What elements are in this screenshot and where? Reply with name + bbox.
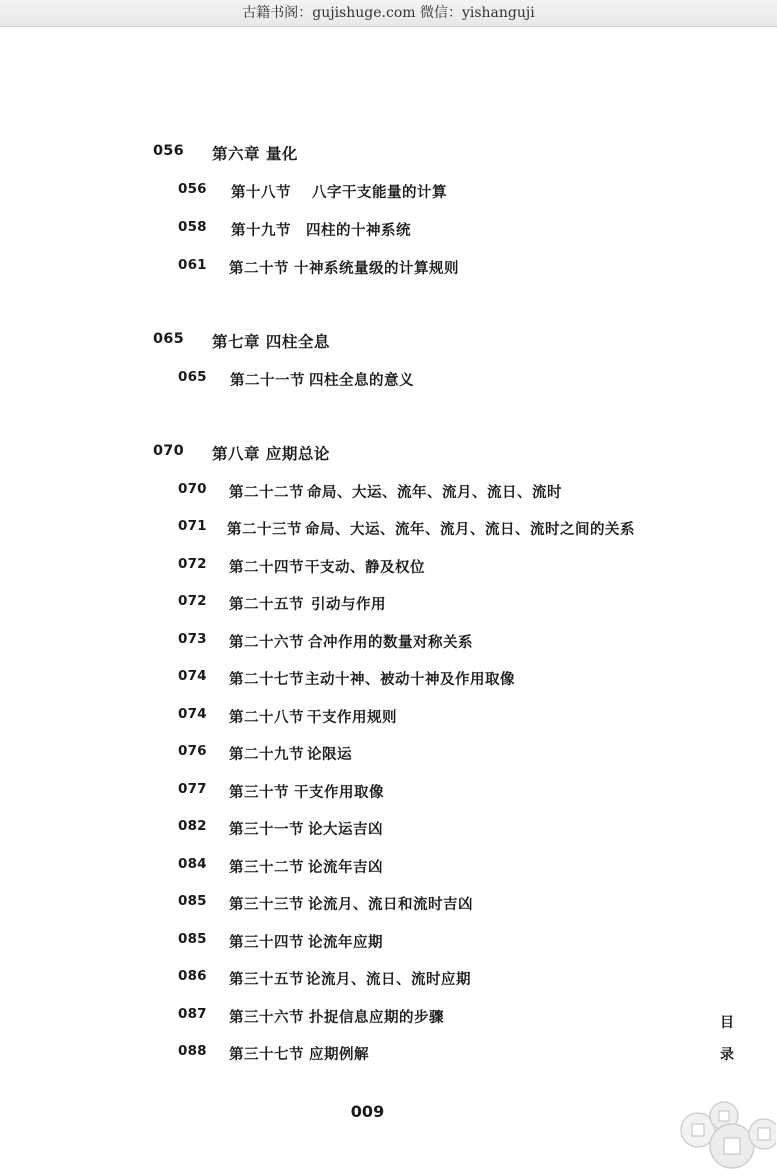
entry-label: 第三十一节 xyxy=(229,822,304,838)
entry-title: 八字干支能量的计算 xyxy=(312,185,447,201)
entry-label: 第十八节 xyxy=(231,185,291,201)
entry-label: 第三十六节 xyxy=(229,1010,304,1026)
entry-label: 第二十三节 xyxy=(227,522,302,538)
entry-page: 070 xyxy=(178,481,207,497)
entry-title: 干支作用取像 xyxy=(294,785,384,801)
entry-page: 073 xyxy=(178,631,207,647)
entry-page: 065 xyxy=(178,369,207,385)
entry-page: 072 xyxy=(178,556,207,572)
entry-label: 第二十六节 xyxy=(229,635,304,651)
entry-label: 第三十二节 xyxy=(229,860,304,876)
chapter-title: 第七章 四柱全息 xyxy=(212,333,330,351)
entry-title: 论流年吉凶 xyxy=(308,860,383,876)
entry-title: 应期例解 xyxy=(309,1047,369,1063)
entry-label: 第二十一节 xyxy=(230,373,305,389)
entry-label: 第三十三节 xyxy=(229,897,304,913)
entry-title: 论流月、流日、流时应期 xyxy=(306,972,471,988)
entry-label: 第三十七节 xyxy=(229,1047,304,1063)
entry-label: 第二十二节 xyxy=(229,485,304,501)
entry-title: 引动与作用 xyxy=(311,597,386,613)
entry-title: 论流年应期 xyxy=(308,935,383,951)
chapter-title: 第八章 应期总论 xyxy=(212,445,330,463)
entry-title: 十神系统量级的计算规则 xyxy=(294,261,459,277)
side-label-mu: 目 xyxy=(720,1015,734,1031)
page-number: 009 xyxy=(350,1102,385,1121)
entry-title: 四柱全息的意义 xyxy=(309,373,414,389)
entry-title: 论限运 xyxy=(307,747,352,763)
chapter-title: 第六章 量化 xyxy=(212,145,298,163)
entry-page: 058 xyxy=(178,219,207,235)
entry-label: 第二十八节 xyxy=(229,710,304,726)
entry-page: 072 xyxy=(178,593,207,609)
entry-page: 085 xyxy=(178,931,207,947)
entry-title: 论大运吉凶 xyxy=(308,822,383,838)
entry-title: 主动十神、被动十神及作用取像 xyxy=(305,672,515,688)
entry-title: 扑捉信息应期的步骤 xyxy=(309,1010,444,1026)
entry-label: 第三十四节 xyxy=(229,935,304,951)
chapter-page: 065 xyxy=(153,331,184,347)
entry-page: 088 xyxy=(178,1043,207,1059)
entry-title: 合冲作用的数量对称关系 xyxy=(308,635,473,651)
coins-decoration-icon xyxy=(676,1090,776,1169)
entry-page: 056 xyxy=(178,181,207,197)
entry-label: 第二十九节 xyxy=(229,747,304,763)
entry-label: 第三十节 xyxy=(229,785,289,801)
entry-label: 第三十五节 xyxy=(229,972,304,988)
entry-page: 084 xyxy=(178,856,207,872)
entry-title: 命局、大运、流年、流月、流日、流时 xyxy=(307,485,562,501)
chapter-page: 070 xyxy=(153,443,184,459)
entry-page: 077 xyxy=(178,781,207,797)
entry-title: 四柱的十神系统 xyxy=(306,223,411,239)
chapter-page: 056 xyxy=(153,143,184,159)
watermark-text: 古籍书阁：gujishuge.com 微信：yishanguji xyxy=(242,5,535,21)
entry-page: 076 xyxy=(178,743,207,759)
entry-page: 061 xyxy=(178,257,207,273)
entry-title: 命局、大运、流年、流月、流日、流时之间的关系 xyxy=(305,522,635,538)
watermark-bar xyxy=(0,0,777,27)
entry-label: 第二十四节 xyxy=(229,560,304,576)
entry-page: 074 xyxy=(178,668,207,684)
entry-title: 干支动、静及权位 xyxy=(305,560,425,576)
entry-page: 085 xyxy=(178,893,207,909)
entry-page: 071 xyxy=(178,518,207,534)
entry-label: 第二十五节 xyxy=(229,597,304,613)
entry-page: 082 xyxy=(178,818,207,834)
side-label-lu: 录 xyxy=(720,1047,734,1063)
entry-label: 第二十节 xyxy=(229,261,289,277)
entry-page: 074 xyxy=(178,706,207,722)
entry-title: 论流月、流日和流时吉凶 xyxy=(308,897,473,913)
entry-label: 第十九节 xyxy=(231,223,291,239)
entry-page: 086 xyxy=(178,968,207,984)
entry-label: 第二十七节 xyxy=(229,672,304,688)
entry-title: 干支作用规则 xyxy=(307,710,397,726)
entry-page: 087 xyxy=(178,1006,207,1022)
